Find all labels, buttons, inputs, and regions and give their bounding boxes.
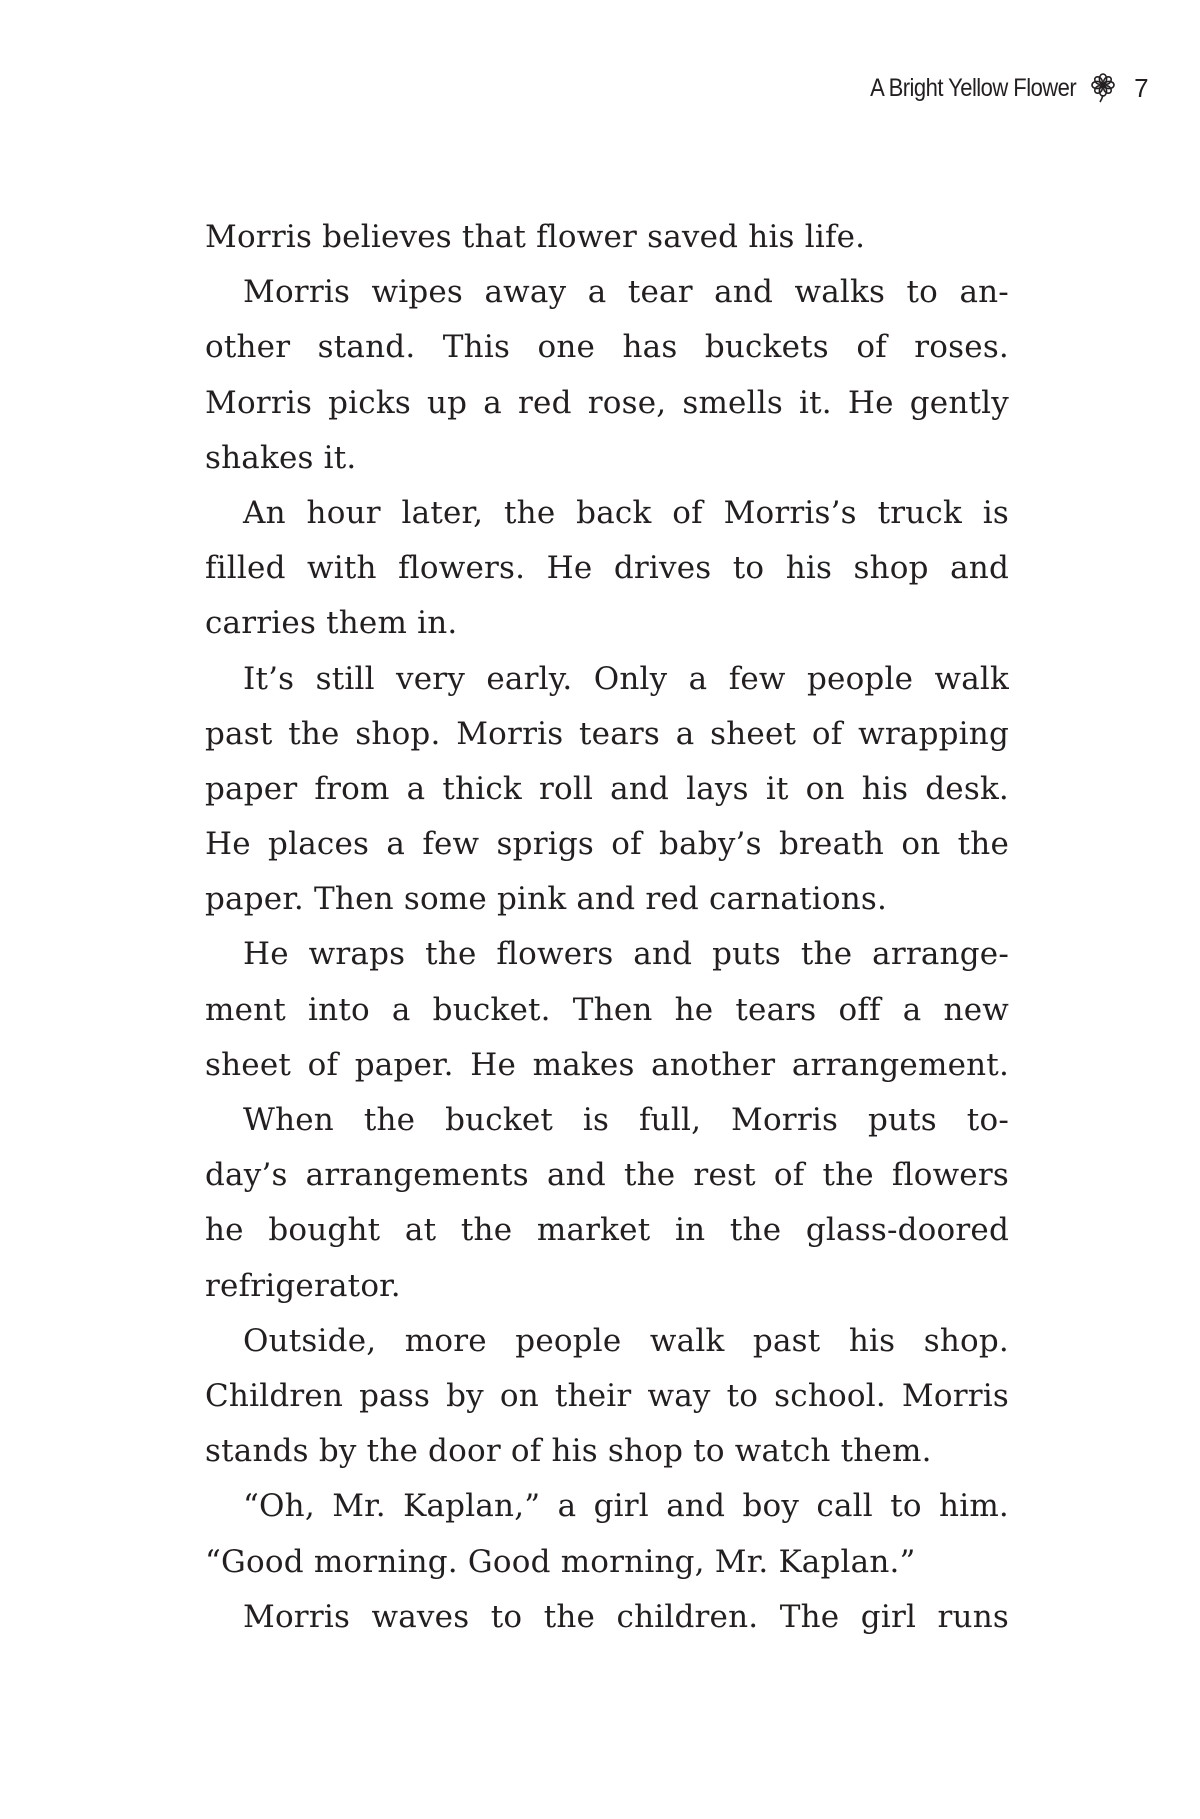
text-line: other stand. This one has buckets of roses. [205, 329, 1009, 366]
running-title: A Bright Yellow Flower [870, 73, 1077, 102]
body-text [205, 210, 1009, 1645]
text-line: “Oh, Mr. Kaplan,” a girl and boy call to him. [243, 1488, 1009, 1525]
text-line: Morris picks up a red rose, smells it. He gently [205, 384, 1009, 421]
page-number: 7 [1134, 72, 1148, 103]
text-line: ment into a bucket. Then he tears off a new [205, 991, 1009, 1028]
text-line: refrigerator. [205, 1267, 401, 1304]
text-line: Children pass by on their way to school. Morris [205, 1377, 1009, 1414]
text-line: Outside, more people walk past his shop. [243, 1322, 1009, 1359]
text-line: He places a few sprigs of baby’s breath on the [205, 826, 1009, 863]
text-line: Morris waves to the children. The girl runs [243, 1598, 1009, 1635]
text-line: past the shop. Morris tears a sheet of wrapping [205, 715, 1009, 752]
text-line: When the bucket is full, Morris puts to- [243, 1102, 1009, 1138]
text-line: paper from a thick roll and lays it on his desk. [205, 770, 1009, 807]
text-line: “Good morning. Good morning, Mr. Kaplan.” [205, 1543, 916, 1580]
text-line: paper. Then some pink and red carnations. [205, 881, 888, 918]
text-line: day’s arrangements and the rest of the flowers [205, 1157, 1009, 1194]
text-line: It’s still very early. Only a few people walk [243, 660, 1009, 697]
text-line: carries them in. [205, 605, 458, 642]
text-line: An hour later, the back of Morris’s truck is [243, 494, 1009, 531]
text-line: he bought at the market in the glass-doored [205, 1212, 1009, 1249]
flower-icon [1090, 73, 1116, 103]
text-line: Morris believes that flower saved his life. [205, 219, 866, 255]
text-line: filled with flowers. He drives to his shop and [205, 550, 1009, 587]
text-line: Morris wipes away a tear and walks to an- [243, 274, 1009, 311]
running-head [842, 68, 1148, 108]
text-line: stands by the door of his shop to watch them. [205, 1433, 932, 1470]
text-line: shakes it. [205, 439, 357, 476]
text-line: sheet of paper. He makes another arrangement. [205, 1046, 1009, 1083]
text-line: He wraps the flowers and puts the arrange- [243, 936, 1009, 973]
